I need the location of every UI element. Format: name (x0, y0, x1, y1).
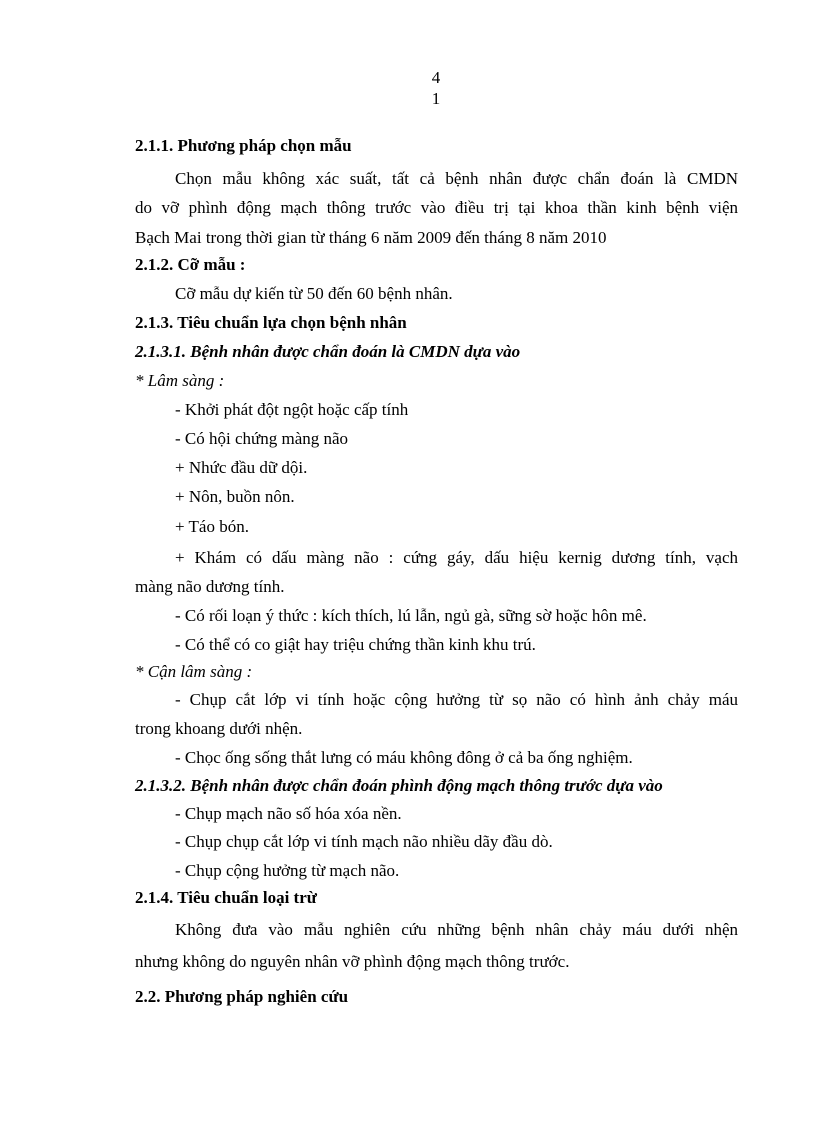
list-item: - Có thể có co giật hay triệu chứng thần kinh khu trú. (175, 635, 536, 654)
list-item: - Có hội chứng màng não (175, 429, 349, 448)
section-2-1-3-2-heading: 2.1.3.2. Bệnh nhân được chẩn đoán phình động mạch thông trước dựa vào (135, 776, 663, 795)
section-2-1-2-heading: 2.1.2. Cỡ mẫu : (135, 255, 246, 274)
lam-sang-label: * Lâm sàng : (135, 371, 225, 390)
page-number-top: 4 (431, 68, 441, 87)
list-item: - Chụp cộng hưởng từ mạch não. (175, 861, 400, 880)
section-2-2-heading: 2.2. Phương pháp nghiên cứu (135, 987, 349, 1006)
list-item: - Chọc ống sống thắt lưng có máu không đông ở cả ba ống nghiệm. (175, 748, 633, 767)
list-item: màng não dương tính. (135, 577, 285, 596)
section-2-1-3-heading: 2.1.3. Tiêu chuẩn lựa chọn bệnh nhân (135, 313, 407, 332)
section-2-1-3-1-heading: 2.1.3.1. Bệnh nhân được chẩn đoán là CMDN dựa vào (135, 342, 521, 361)
paragraph-line: do vỡ phình động mạch thông trước vào điều trị tại khoa thần kinh bệnh viện (135, 198, 738, 217)
can-lam-sang-label: * Cận lâm sàng : (135, 662, 253, 681)
paragraph-line: Bạch Mai trong thời gian từ tháng 6 năm 2009 đến tháng 8 năm 2010 (135, 228, 607, 247)
list-item: - Chụp mạch não số hóa xóa nền. (175, 804, 402, 823)
paragraph-line: Không đưa vào mẫu nghiên cứu những bệnh nhân chảy máu dưới nhện (175, 920, 738, 939)
section-2-1-4-heading: 2.1.4. Tiêu chuẩn loại trừ (135, 888, 317, 907)
section-2-1-1-heading: 2.1.1. Phương pháp chọn mẫu (135, 136, 352, 155)
list-item: - Chụp chụp cắt lớp vi tính mạch não nhiều dãy đầu dò. (175, 832, 553, 851)
list-item: + Khám có dấu màng não : cứng gáy, dấu hiệu kernig dương tính, vạch (175, 548, 738, 567)
list-item: - Khởi phát đột ngột hoặc cấp tính (175, 400, 409, 419)
list-item: + Nhức đầu dữ dội. (175, 458, 308, 477)
list-item: trong khoang dưới nhện. (135, 719, 303, 738)
list-item: + Táo bón. (175, 517, 249, 536)
list-item: - Có rối loạn ý thức : kích thích, lú lẫn, ngủ gà, sững sờ hoặc hôn mê. (175, 606, 647, 625)
list-item: - Chụp cắt lớp vi tính hoặc cộng hưởng từ sọ não có hình ảnh chảy máu (175, 690, 738, 709)
paragraph-line: nhưng không do nguyên nhân vỡ phình động mạch thông trước. (135, 952, 570, 971)
list-item: + Nôn, buồn nôn. (175, 487, 295, 506)
page-number-bottom: 1 (431, 89, 441, 108)
paragraph-line: Cỡ mẫu dự kiến từ 50 đến 60 bệnh nhân. (175, 284, 453, 303)
paragraph-line: Chọn mẫu không xác suất, tất cả bệnh nhân được chẩn đoán là CMDN (175, 169, 738, 188)
